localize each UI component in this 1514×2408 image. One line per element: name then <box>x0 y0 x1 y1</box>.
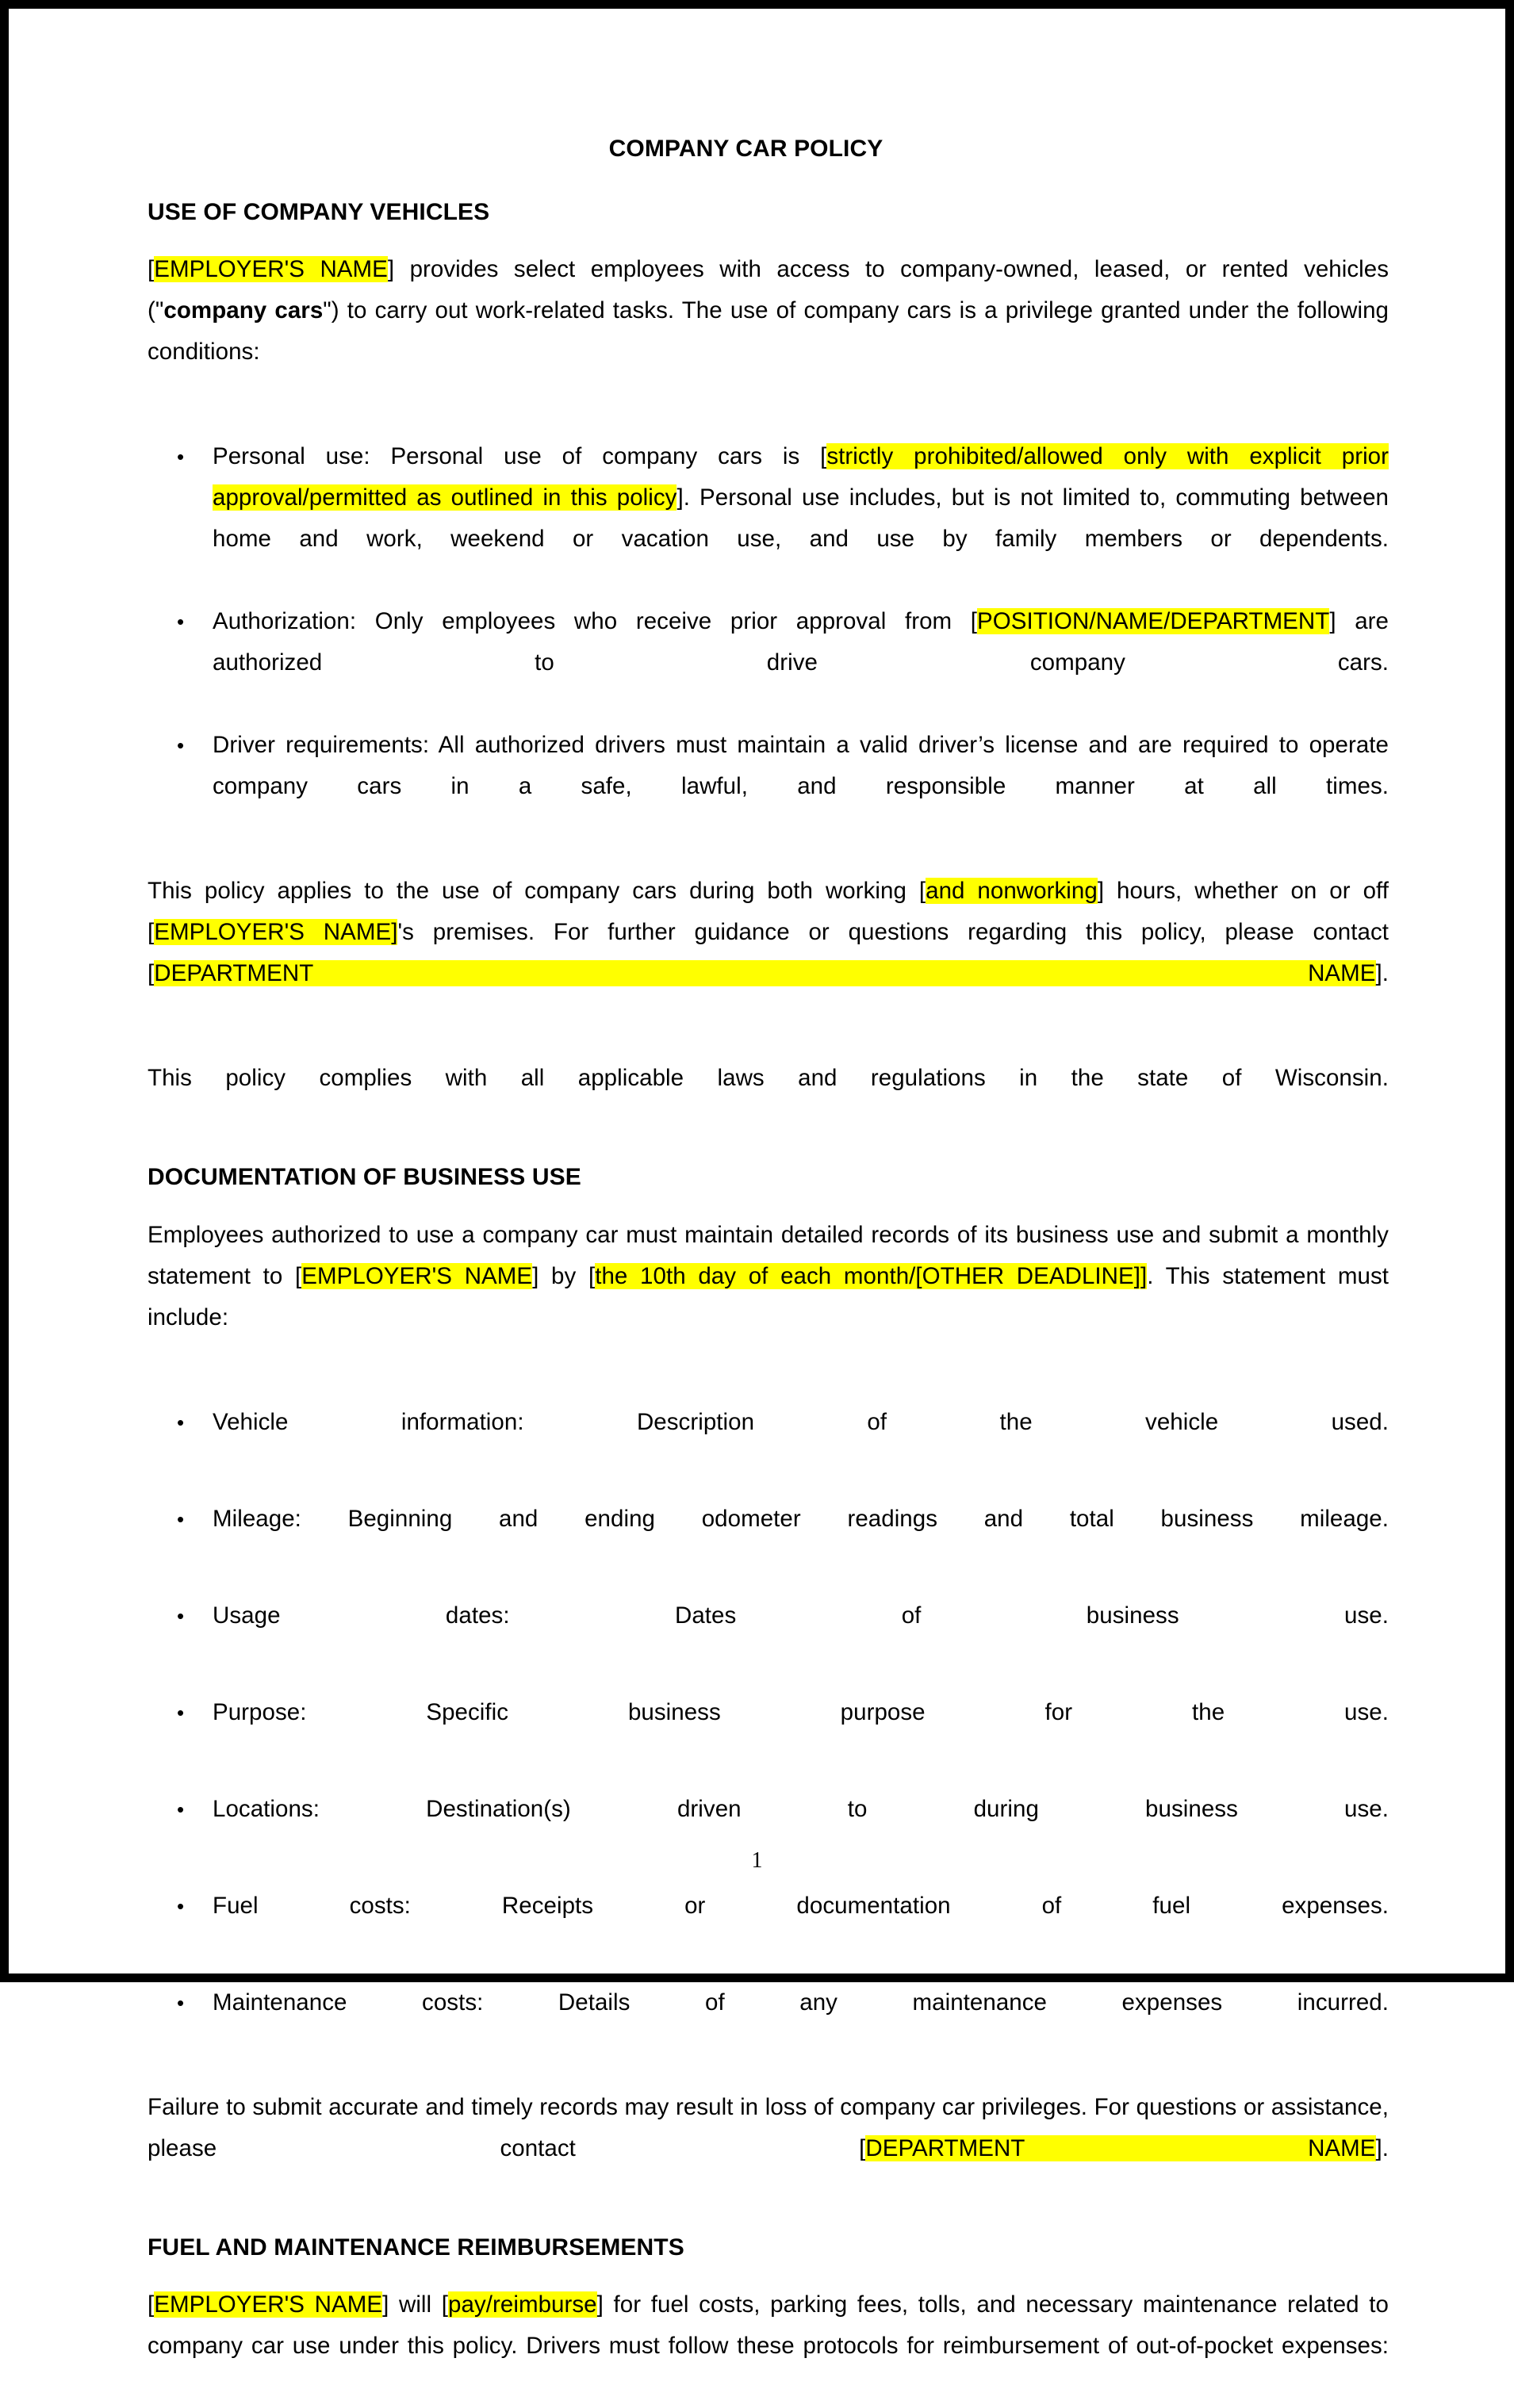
term-company-cars: company cars <box>163 297 324 324</box>
placeholder-pay-reimburse: pay/reimburse <box>448 2291 597 2318</box>
section-heading-fuel-and-maintenance-reimbursements: FUEL AND MAINTENANCE REIMBURSEMENTS <box>148 2234 684 2261</box>
failure-part-1: Failure to submit accurate and timely records may result in loss of company car privileges. For questions or assistance, please contact [ <box>148 2093 1389 2161</box>
doc-intro-part-2: ] by [ <box>532 1262 596 1289</box>
list-item <box>148 601 1389 725</box>
document-title: COMPANY CAR POLICY <box>608 136 883 162</box>
page-content <box>9 9 1505 2360</box>
paragraph-failure-to-submit <box>148 2087 1389 2211</box>
placeholder-deadline: the 10th day of each month/[OTHER DEADLINE]] <box>595 1262 1148 1289</box>
bullet-personal-use-tail: ]. Personal use includes, but is not limited to, commuting between home and work, weekend or vacation use, and use by family members or dependents. <box>213 484 1389 553</box>
bracket-close: ] <box>387 256 395 283</box>
list-item: • Fuel costs: Receipts or documentation of fuel expenses. <box>148 1885 1389 1968</box>
list-statement-contents <box>148 1402 1389 2065</box>
list-item: • Vehicle information: Description of the vehicle used. <box>148 1402 1389 1484</box>
doc-intro-part-3: . This statement must include: <box>148 1262 1389 1330</box>
list-item: • Purpose: Specific business purpose for the use. <box>148 1692 1389 1774</box>
list-item: • Usage dates: Dates of business use. <box>148 1595 1389 1678</box>
placeholder-department-name-contact: DEPARTMENT NAME <box>865 2134 1376 2161</box>
fuel-intro-part-1: [ <box>148 2291 155 2318</box>
list-item <box>148 436 1389 601</box>
list-item <box>148 725 1389 848</box>
bullet-personal-use-lead: Personal use: Personal use of company cars is [ <box>213 443 827 470</box>
placeholder-employers-name-premises: EMPLOYER'S NAME] <box>154 919 398 946</box>
applies-part-4: ]. <box>1375 960 1389 987</box>
paragraph-documentation-intro <box>148 1215 1389 1380</box>
placeholder-employers-name-reimburse: EMPLOYER'S NAME <box>154 2291 383 2318</box>
applies-part-1: This policy applies to the use of company cars during both working [ <box>148 878 926 905</box>
bullet-driver-requirements: Driver requirements: All authorized drivers must maintain a valid driver’s license and are required to operate company cars in a safe, lawful, and responsible manner at all times. <box>213 732 1389 800</box>
bullet-authorization-lead: Authorization: Only employees who receive prior approval from [ <box>213 608 978 635</box>
list-use-conditions <box>148 436 1389 848</box>
section-heading-use-of-company-vehicles: USE OF COMPANY VEHICLES <box>148 199 490 225</box>
fuel-intro-part-3: ] for fuel costs, parking fees, tolls, and necessary maintenance related to company car use under this policy. Drivers must follow these protocols for reimbursement of out-of-pocket expenses: <box>148 2291 1389 2360</box>
list-item: • Locations: Destination(s) driven to during business use. <box>148 1789 1389 1871</box>
bracket-open: [ <box>148 256 155 283</box>
doc-intro-part-1: Employees authorized to use a company car must maintain detailed records of its business use and submit a monthly statement to [ <box>148 1221 1389 1289</box>
paragraph-compliance: This policy complies with all applicable laws and regulations in the state of Wisconsin. <box>148 1065 1389 1092</box>
placeholder-position-name-department: POSITION/NAME/DEPARTMENT <box>977 608 1330 635</box>
paragraph-fuel-intro <box>148 2284 1389 2408</box>
list-item: • Maintenance costs: Details of any maintenance expenses incurred. <box>148 1982 1389 2065</box>
paragraph-use-intro <box>148 249 1389 414</box>
fuel-intro-part-2: ] will [ <box>382 2291 449 2318</box>
page-number: 1 <box>751 1848 763 1873</box>
list-item: • Mileage: Beginning and ending odometer readings and total business mileage. <box>148 1499 1389 1581</box>
placeholder-employers-name: EMPLOYER'S NAME <box>154 256 388 283</box>
paragraph-policy-applies <box>148 871 1389 1036</box>
placeholder-employers-name-statement: EMPLOYER'S NAME <box>301 1262 533 1289</box>
intro-text-part-1: provides select employees with access to company-owned, leased, or rented vehicles (" <box>148 256 1389 324</box>
failure-part-2: ]. <box>1375 2134 1389 2161</box>
bullet-authorization-tail: ] are authorized to drive company cars. <box>213 608 1389 676</box>
applies-part-3: 's premises. For further guidance or questions regarding this policy, please contact [ <box>148 919 1389 987</box>
applies-part-2: ] hours, whether on or off [ <box>148 878 1389 946</box>
intro-text-part-2: ") to carry out work-related tasks. The use of company cars is a privilege granted under the following conditions: <box>148 297 1389 366</box>
placeholder-personal-use-option: strictly prohibited/allowed only with explicit prior approval/permitted as outlined in this policy <box>213 443 1389 511</box>
section-heading-documentation-of-business-use: DOCUMENTATION OF BUSINESS USE <box>148 1164 581 1191</box>
placeholder-and-nonworking: and nonworking <box>926 878 1098 905</box>
placeholder-department-name: DEPARTMENT NAME <box>154 960 1376 987</box>
